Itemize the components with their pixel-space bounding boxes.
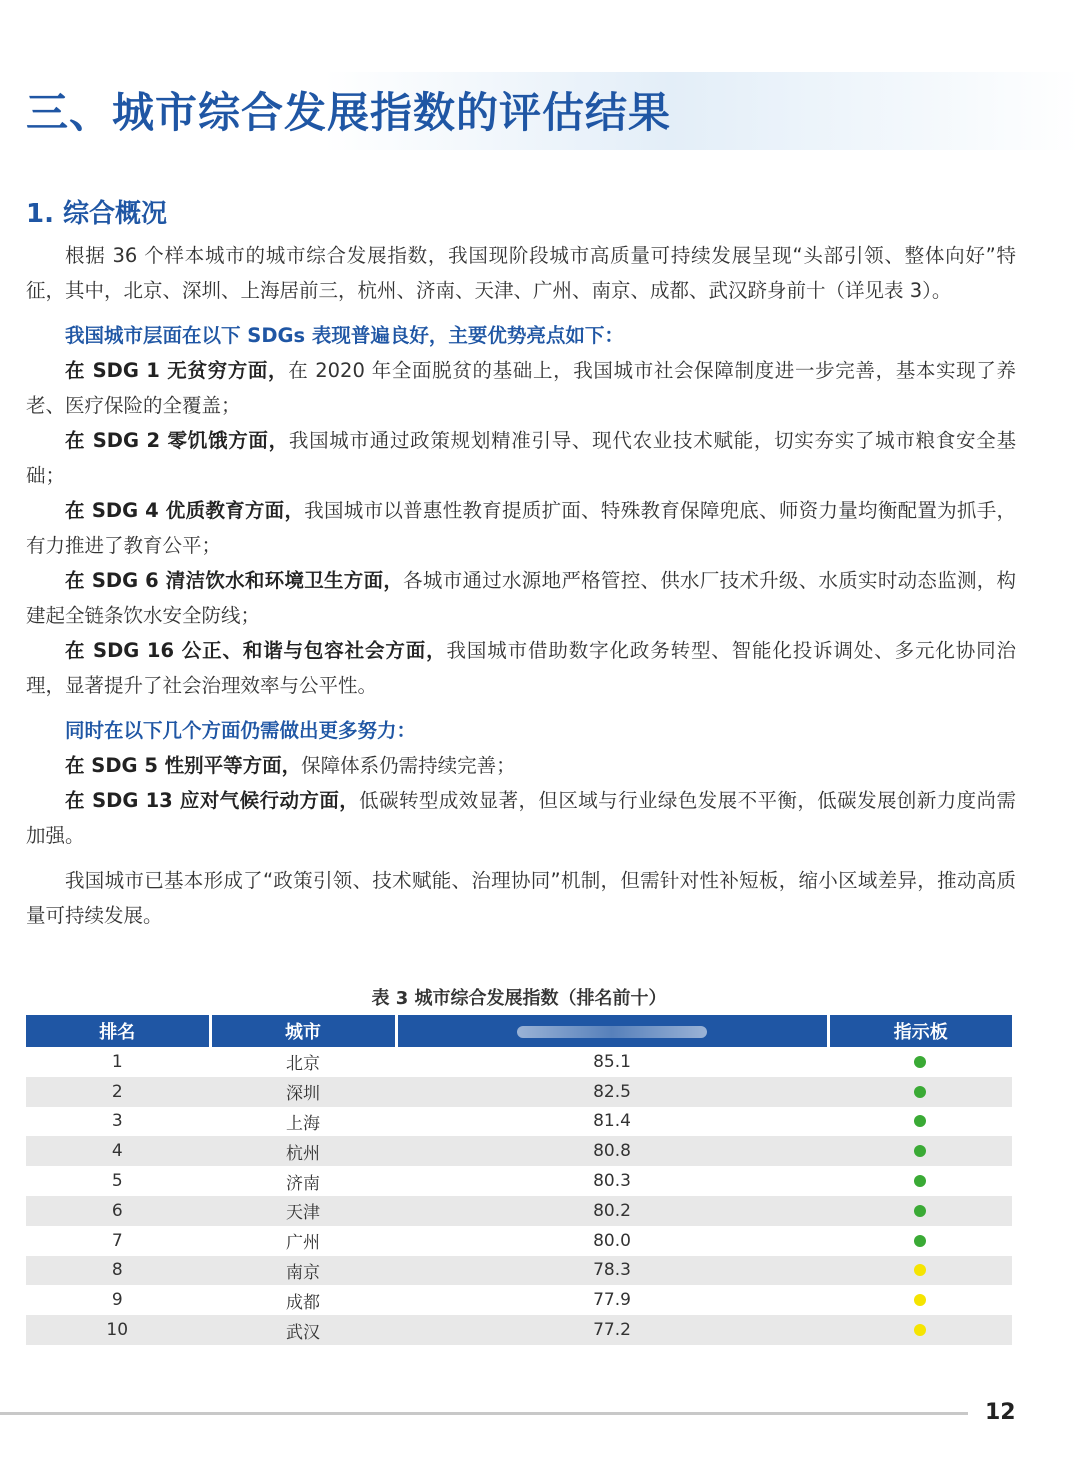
green-status-dot-icon [914,1205,926,1217]
cell-city: 成都 [286,1292,320,1313]
body-content [26,238,1016,933]
cell-indicator [828,1047,1012,1077]
table-row [26,1136,1012,1166]
intro-paragraph: 根据 36 个样本城市的城市综合发展指数，我国现阶段城市高质量可持续发展呈现“头部引领、整体向好”特征，其中，北京、深圳、上海居前三，杭州、济南、天津、广州、南京、成都、武汉跻身前十（详见表 3）。 [26,244,1016,302]
cell-score: 78.3 [396,1256,828,1286]
cell-rank: 9 [111,1290,123,1311]
section-title: 1. 综合概况 [26,199,168,229]
cell-rank: 2 [26,1077,210,1107]
cell-rank: 8 [26,1256,210,1286]
table-row [26,1226,1012,1256]
table-row [26,1107,1012,1137]
strengths-item-title: 在 SDG 6 清洁饮水和环境卫生方面， [65,569,404,592]
strengths-item-title: 在 SDG 1 无贫穷方面， [65,359,289,382]
strengths-item [26,563,1016,633]
green-status-dot-icon [914,1235,926,1247]
strengths-heading: 我国城市层面在以下 SDGs 表现普遍良好，主要优势亮点如下： [65,324,624,347]
cell-indicator [828,1077,1012,1107]
cell-city: 上海 [286,1113,320,1134]
table-row [26,1166,1012,1196]
table-body [26,1047,1012,1345]
table-row [26,1077,1012,1107]
cell-rank: 3 [111,1111,123,1132]
ranking-table [26,1015,1012,1345]
green-status-dot-icon [914,1115,926,1127]
table-row [26,1047,1012,1077]
cell-city: 深圳 [210,1077,396,1107]
cell-indicator [828,1196,1012,1226]
green-status-dot-icon [914,1086,926,1098]
cell-score: 77.9 [593,1290,631,1311]
cell-score: 80.2 [396,1196,828,1226]
header-indicator: 指示板 [828,1015,1012,1047]
strengths-item [26,493,1016,563]
efforts-item-title: 在 SDG 13 应对气候行动方面， [65,789,360,812]
cell-indicator [828,1136,1012,1166]
cell-score: 85.1 [593,1051,631,1072]
green-status-dot-icon [914,1056,926,1068]
table-row [26,1315,1012,1345]
strengths-item-text: 我国城市以普惠性教育提质扩面、特殊教育保障兜底、师资力量均衡配置为抓手，有力推进了教育公平； [26,499,1016,557]
strengths-item-text: 我国城市通过政策规划精准引导、现代农业技术赋能，切实夯实了城市粮食安全基础； [26,429,1016,487]
cell-city: 武汉 [210,1315,396,1345]
strengths-item [26,423,1016,493]
yellow-status-dot-icon [914,1264,926,1276]
strengths-item-title: 在 SDG 4 优质教育方面， [65,499,305,522]
header-city: 城市 [210,1015,396,1047]
strengths-list [26,353,1016,703]
cell-score: 82.5 [396,1077,828,1107]
cell-score: 81.4 [593,1111,631,1132]
cell-rank: 6 [26,1196,210,1226]
header-score [396,1015,828,1047]
efforts-item-text: 低碳转型成效显著，但区域与行业绿色发展不平衡，低碳发展创新力度尚需加强。 [26,789,1016,847]
cell-rank: 10 [26,1315,210,1345]
cell-score: 80.3 [593,1171,631,1192]
strengths-item [26,353,1016,423]
green-status-dot-icon [914,1145,926,1157]
footer-divider [0,1412,968,1415]
page-title: 三、城市综合发展指数的评估结果 [26,88,672,137]
cell-rank: 4 [26,1136,210,1166]
table-row [26,1256,1012,1286]
efforts-item-title: 在 SDG 5 性别平等方面， [65,754,302,777]
table-row [26,1196,1012,1226]
strengths-item [26,633,1016,703]
green-status-dot-icon [914,1175,926,1187]
cell-score: 80.0 [593,1230,631,1251]
efforts-list [26,748,1016,853]
strengths-item-text: 在 2020 年全面脱贫的基础上，我国城市社会保障制度进一步完善，基本实现了养老、医疗保险的全覆盖； [26,359,1016,417]
efforts-heading: 同时在以下几个方面仍需做出更多努力： [65,719,417,742]
cell-score: 77.2 [396,1315,828,1345]
efforts-item-text: 保障体系仍需持续完善； [301,754,516,777]
strengths-item-title: 在 SDG 2 零饥饿方面， [65,429,289,452]
cell-indicator [828,1285,1012,1315]
cell-indicator [828,1166,1012,1196]
cell-rank: 5 [111,1171,123,1192]
cell-indicator [828,1226,1012,1256]
cell-city: 济南 [286,1173,320,1194]
efforts-item [26,748,1016,783]
yellow-status-dot-icon [914,1324,926,1336]
cell-city: 广州 [286,1233,320,1254]
strengths-item-text: 我国城市借助数字化政务转型、智能化投诉调处、多元化协同治理，显著提升了社会治理效率与公平性。 [26,639,1016,697]
cell-score: 80.8 [396,1136,828,1166]
cell-indicator [828,1107,1012,1137]
cell-city: 北京 [286,1054,320,1075]
strengths-item-text: 各城市通过水源地严格管控、供水厂技术升级、水质实时动态监测，构建起全链条饮水安全防线； [26,569,1016,627]
table-caption: 表 3 城市综合发展指数（排名前十） [371,988,667,1009]
cell-indicator [828,1256,1012,1286]
yellow-status-dot-icon [914,1294,926,1306]
conclusion-paragraph: 我国城市已基本形成了“政策引领、技术赋能、治理协同”机制，但需针对性补短板，缩小区域差异，推动高质量可持续发展。 [26,869,1016,927]
cell-city: 杭州 [210,1136,396,1166]
header-rank: 排名 [26,1015,210,1047]
strengths-item-title: 在 SDG 16 公正、和谐与包容社会方面， [65,639,447,662]
blurred-header [517,1026,707,1038]
cell-rank: 1 [111,1051,123,1072]
table-row [26,1285,1012,1315]
cell-city: 南京 [210,1256,396,1286]
cell-indicator [828,1315,1012,1345]
efforts-item [26,783,1016,853]
cell-city: 天津 [210,1196,396,1226]
page-number: 12 [985,1400,1016,1425]
cell-rank: 7 [111,1230,123,1251]
